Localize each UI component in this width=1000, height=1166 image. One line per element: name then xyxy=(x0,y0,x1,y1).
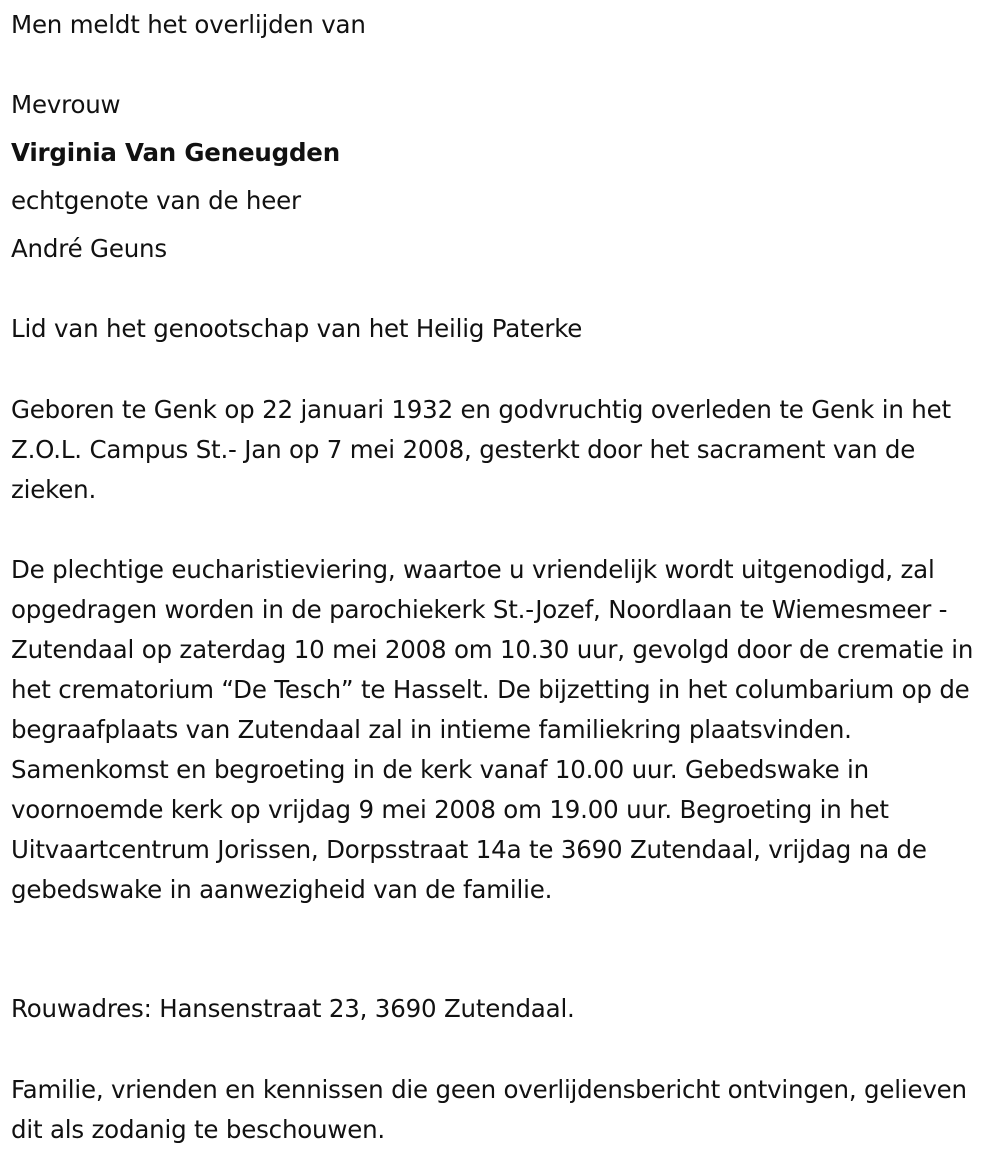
spouse-name: André Geuns xyxy=(11,234,167,263)
membership-text: Lid van het genootschap van het Heilig Paterke xyxy=(11,314,583,343)
address-text: Rouwadres: Hansenstraat 23, 3690 Zutendaal. xyxy=(11,994,575,1023)
ceremony-paragraph: De plechtige eucharistieviering, waartoe u vriendelijk wordt uitgenodigd, zal opgedragen worden in de parochiekerk St.-Jozef, Noordlaan te Wiemesmeer - Zutendaal op zaterdag 10 mei 2008 om 10.30 uur, gevolgd door de crematie in het crematorium “De Tesch” te Hasselt. De bijzetting in het columbarium op de begraafplaats van Zutendaal zal in intieme familiekring plaatsvinden. Samenkomst en begroeting in de kerk vanaf 10.00 uur. Gebedswake in voornoemde kerk op vrijdag 9 mei 2008 om 19.00 uur. Begroeting in het Uitvaartcentrum Jorissen, Dorpsstraat 14a te 3690 Zutendaal, vrijdag na de gebedswake in aanwezigheid van de familie. xyxy=(11,555,974,904)
salutation: Mevrouw xyxy=(11,90,121,119)
intro-text: Men meldt het overlijden van xyxy=(11,10,366,39)
closing-paragraph: Familie, vrienden en kennissen die geen overlijdensbericht ontvingen, gelieven dit als zodanig te beschouwen. xyxy=(11,1075,967,1144)
birth-death-paragraph: Geboren te Genk op 22 januari 1932 en godvruchtig overleden te Genk in het Z.O.L. Campus St.- Jan op 7 mei 2008, gesterkt door het sacrament van de zieken. xyxy=(11,395,951,504)
deceased-name: Virginia Van Geneugden xyxy=(11,138,340,167)
relation-text: echtgenote van de heer xyxy=(11,186,301,215)
